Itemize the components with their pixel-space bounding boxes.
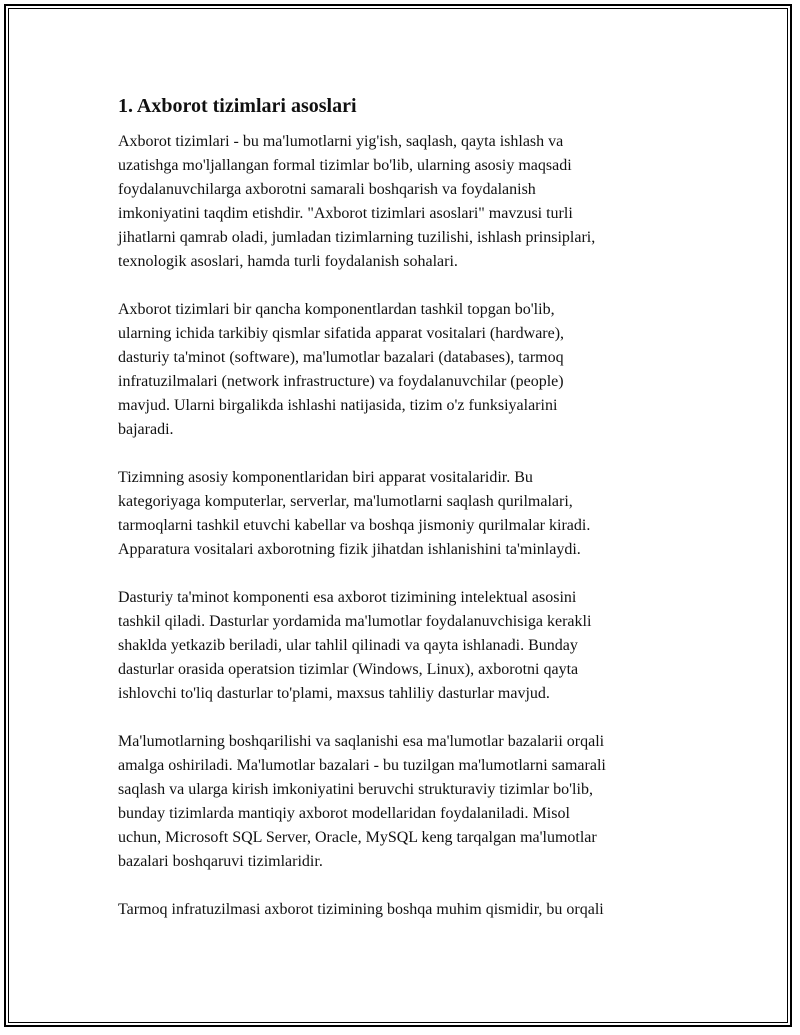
paragraph-intro: Axborot tizimlari - bu ma'lumotlarni yig'ish, saqlash, qayta ishlash va uzatishga mo'ljallangan formal tizimlar bo'lib, ularning asosiy maqsadi foydalanuvchilarga axborotni samarali boshqarish va foydalanish imkoniyatini taqdim etishdir. "Axborot tizimlari asoslari" mavzusi turli jihatlarni qamrab oladi, jumladan tizimlarning tuzilishi, ishlash prinsiplari, texnologik asoslari, hamda turli foydalanish sohalari. xyxy=(118,133,596,270)
section-heading: 1. Axborot tizimlari asoslari xyxy=(118,95,357,117)
paragraph-software: Dasturiy ta'minot komponenti esa axborot tizimining intelektual asosini tashkil qiladi. Dasturlar yordamida ma'lumotlar foydalanuvchisiga kerakli shaklda yetkazib beriladi, ular tahlil qilinadi va qayta ishlanadi. Bunday dasturlar orasida operatsion tizimlar (Windows, Linux), axborotni qayta ishlovchi to'liq dasturlar to'plami, maxsus tahliliy dasturlar mavjud. xyxy=(118,589,592,702)
document-body xyxy=(118,92,698,946)
paragraph-components: Axborot tizimlari bir qancha komponentlardan tashkil topgan bo'lib, ularning ichida tarkibiy qismlar sifatida apparat vositalari (hardware), dasturiy ta'minot (software), ma'lumotlar bazalari (databases), tarmoq infratuzilmalari (network infrastructure) va foydalanuvchilar (people) mavjud. Ularni birgalikda ishlashi natijasida, tizim o'z funksiyalarini bajaradi. xyxy=(118,301,565,438)
paragraph-databases: Ma'lumotlarning boshqarilishi va saqlanishi esa ma'lumotlar bazalarii orqali amalga oshiriladi. Ma'lumotlar bazalari - bu tuzilgan ma'lumotlarni samarali saqlash va ularga kirish imkoniyatini beruvchi strukturaviy tizimlar bo'lib, bunday tizimlarda mantiqiy axborot modellaridan foydalaniladi. Misol uchun, Microsoft SQL Server, Oracle, MySQL keng tarqalgan ma'lumotlar bazalari boshqaruvi tizimlaridir. xyxy=(118,733,606,870)
paragraph-network: Tarmoq infratuzilmasi axborot tizimining boshqa muhim qismidir, bu orqali xyxy=(118,901,604,918)
paragraph-hardware: Tizimning asosiy komponentlaridan biri apparat vositalaridir. Bu kategoriyaga komputerlar, serverlar, ma'lumotlarni saqlash qurilmalari, tarmoqlarni tashkil etuvchi kabellar va boshqa jismoniy qurilmalar kiradi. Apparatura vositalari axborotning fizik jihatdan ishlanishini ta'minlaydi. xyxy=(118,469,591,558)
